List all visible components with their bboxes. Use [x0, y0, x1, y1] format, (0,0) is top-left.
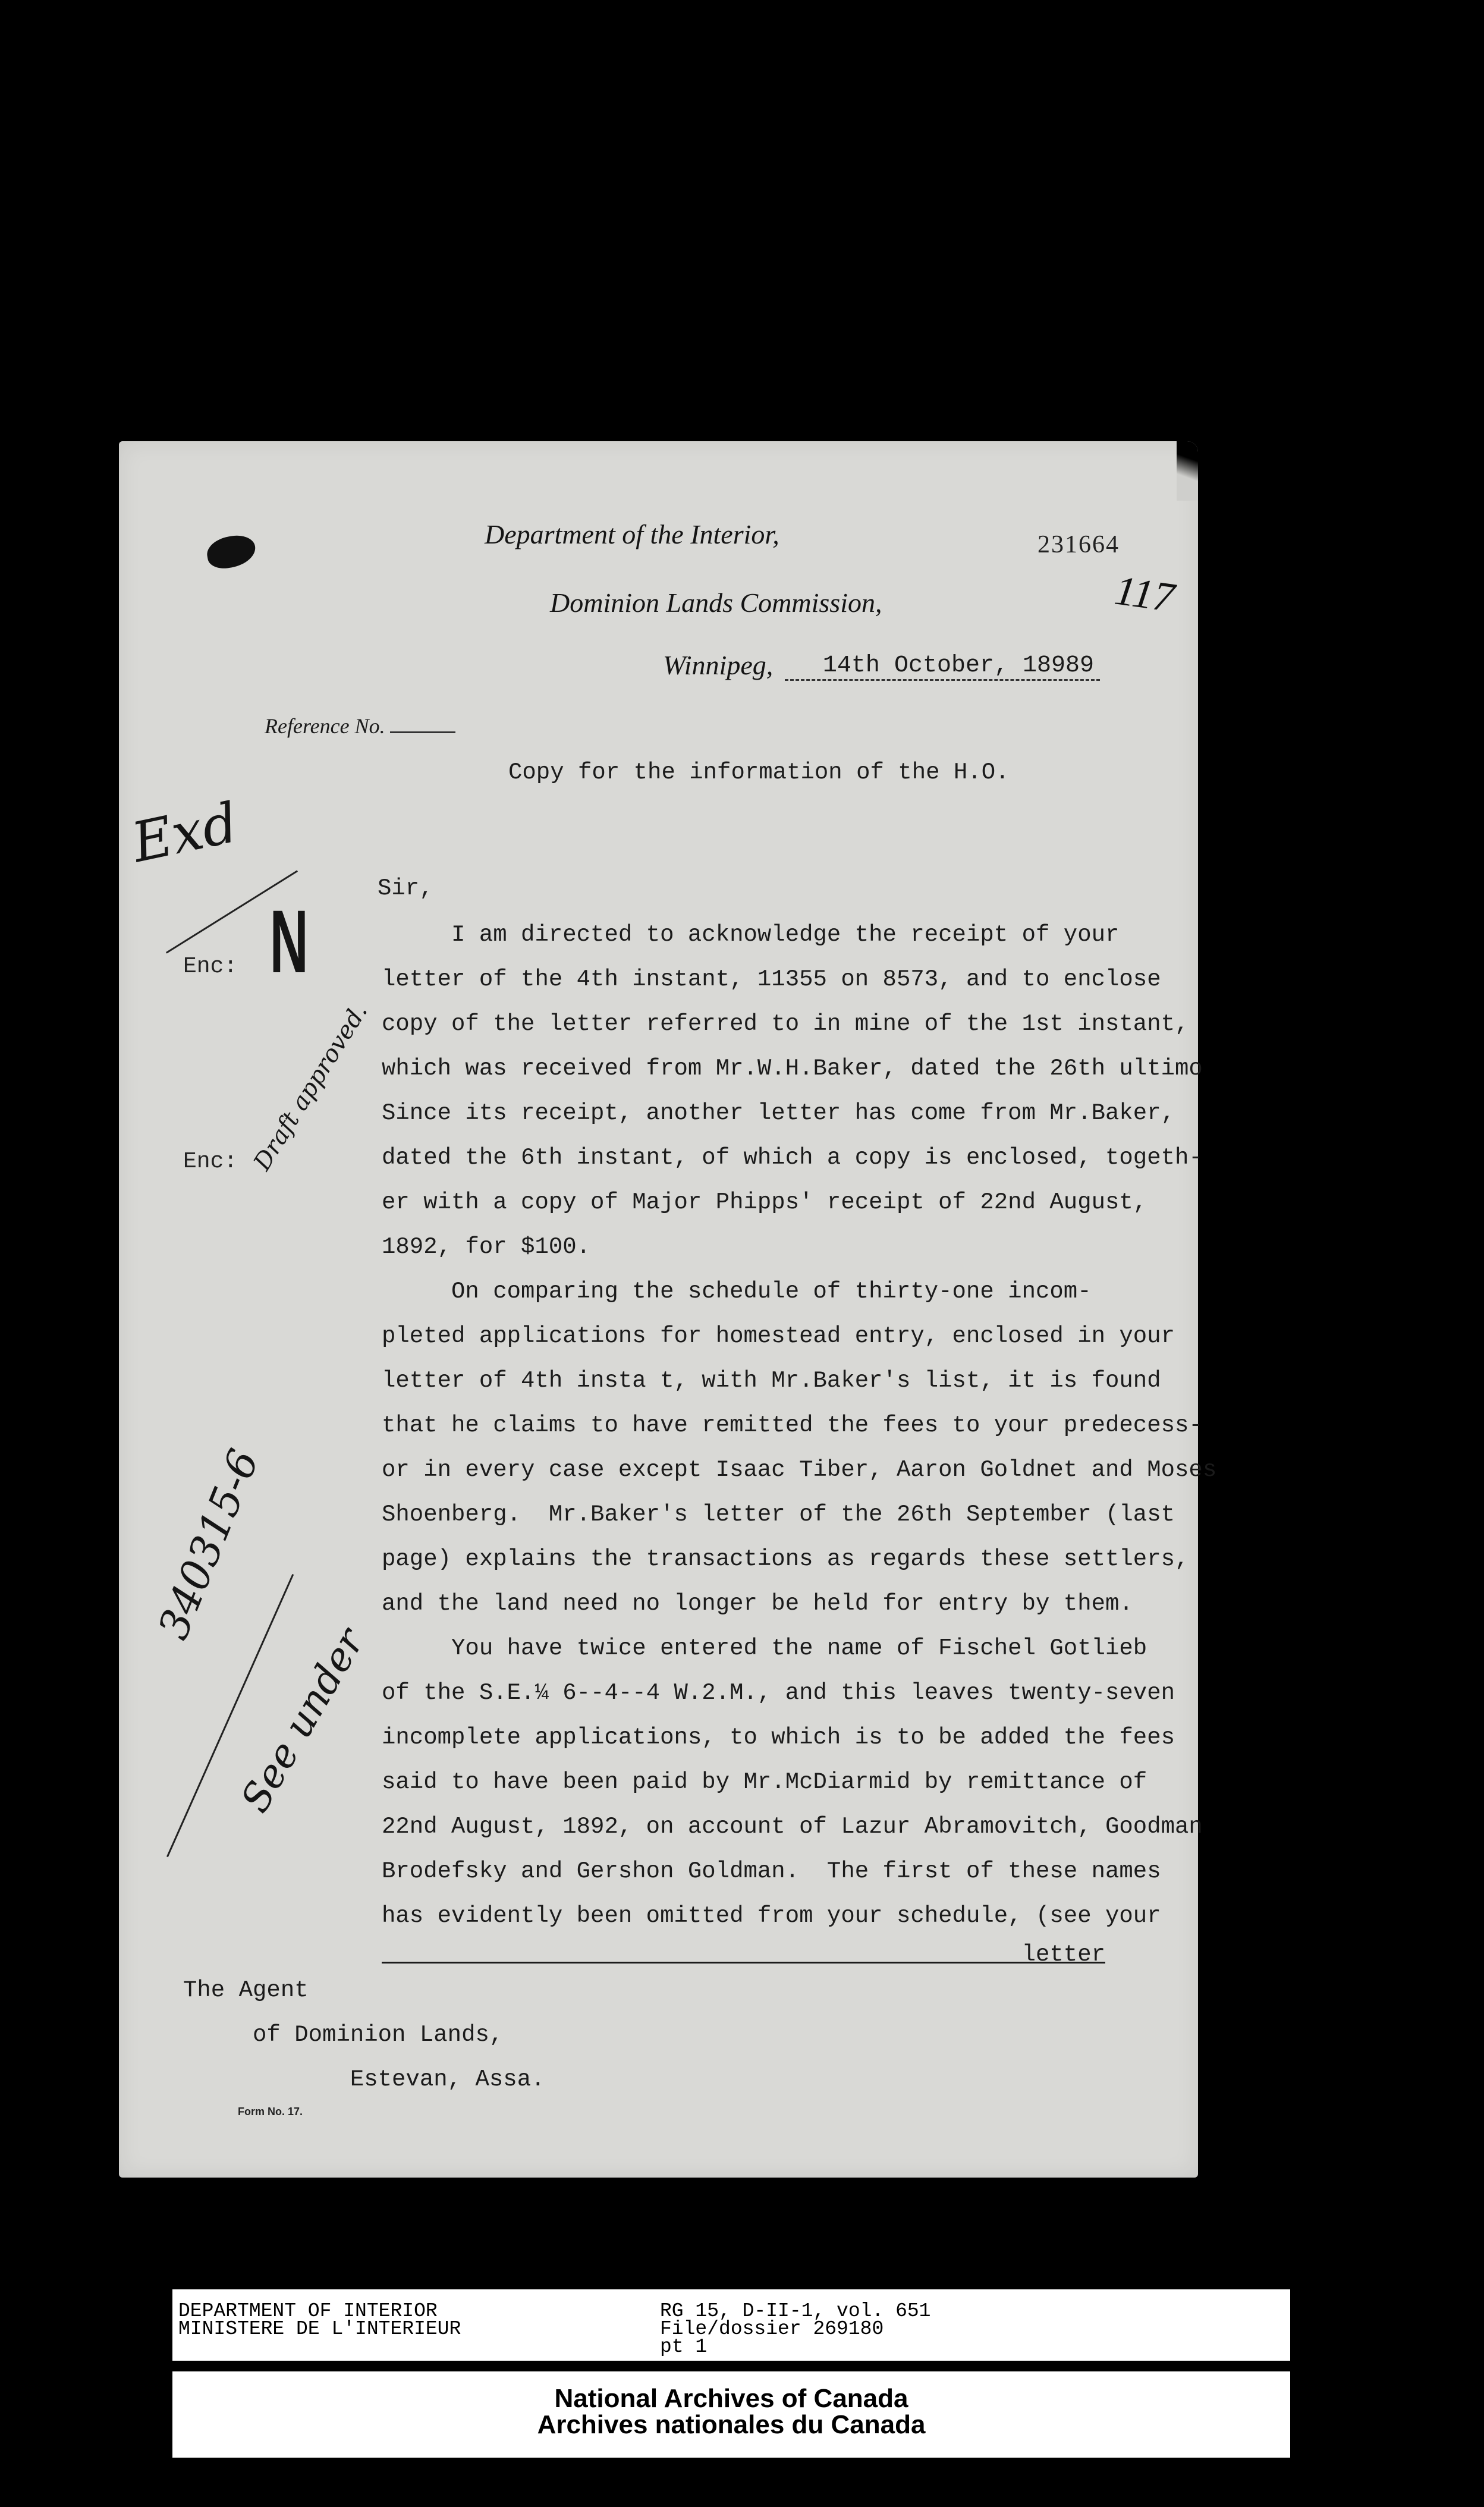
catchword: letter [382, 1941, 1105, 1968]
body-line: I am directed to acknowledge the receipt of your [382, 922, 1120, 948]
handwritten-file-reference: 340315-6 [149, 1443, 269, 1646]
body-line: 1892, for $100. [382, 1234, 591, 1260]
national-archives-label [172, 2371, 1290, 2458]
address-line: Estevan, Assa. [183, 2066, 545, 2093]
dateline-date: 14th October, 18989 [785, 652, 1100, 681]
body-line: On comparing the schedule of thirty-one incom- [382, 1278, 1092, 1305]
body-line: or in every case except Isaac Tiber, Aaron Goldnet and Moses [382, 1457, 1217, 1483]
letter-sheet [119, 441, 1217, 2178]
form-number: Form No. 17. [238, 2106, 303, 2118]
draft-approved-stamp: Draft approved. [249, 998, 373, 1176]
commission-heading: Dominion Lands Commission, [550, 588, 882, 618]
body-line: copy of the letter referred to in mine of the 1st instant, [382, 1011, 1189, 1037]
body-line: dated the 6th instant, of which a copy is enclosed, togeth- [382, 1145, 1203, 1171]
body-line: Since its receipt, another letter has come from Mr.Baker, [382, 1100, 1175, 1126]
body-line: 22nd August, 1892, on account of Lazur Abramovitch, Goodman [382, 1814, 1203, 1840]
file-part: pt 1 [660, 2336, 708, 2358]
body-line: Shoenberg. Mr.Baker's letter of the 26th September (last [382, 1501, 1175, 1528]
body-line: You have twice entered the name of Fischel Gotlieb [382, 1635, 1147, 1661]
body-line: pleted applications for homestead entry, enclosed in your [382, 1323, 1175, 1349]
body-line: that he claims to have remitted the fees to your predecess- [382, 1412, 1203, 1438]
dept-name-en: DEPARTMENT OF INTERIOR [178, 2300, 438, 2322]
enclosure-label: Enc: [183, 1149, 238, 1174]
salutation: Sir, [378, 875, 433, 901]
archive-department-label [172, 2289, 1290, 2361]
file-number: 231664 [1037, 531, 1120, 558]
handwritten-n-mark: N [269, 891, 309, 991]
handwritten-exd: Exd [126, 790, 244, 875]
folded-corner [1177, 441, 1198, 501]
body-line: letter of the 4th instant, 11355 on 8573, and to enclose [382, 966, 1161, 992]
body-line: which was received from Mr.W.H.Baker, dated the 26th ultimo [382, 1055, 1203, 1082]
address-line: The Agent [183, 1977, 309, 2003]
reference-blank [390, 731, 455, 733]
archives-name-en: National Archives of Canada [554, 2384, 908, 2413]
record-group: RG 15, D-II-1, vol. 651 [660, 2300, 931, 2322]
enclosure-label: Enc: [183, 954, 238, 979]
dateline-place: Winnipeg, [663, 650, 774, 680]
reference-label: Reference No. [265, 714, 385, 738]
body-line: page) explains the transactions as regards these settlers, [382, 1546, 1189, 1572]
body-line: of the S.E.¼ 6--4--4 W.2.M., and this leaves twenty-seven [382, 1680, 1175, 1706]
handwritten-see-under: See under [232, 1620, 373, 1820]
body-line: incomplete applications, to which is to be added the fees [382, 1724, 1175, 1751]
body-line: and the land need no longer be held for entry by them. [382, 1591, 1133, 1617]
folio-number: 117 [1112, 567, 1177, 621]
department-heading: Department of the Interior, [485, 519, 779, 549]
body-line: has evidently been omitted from your schedule, (see your [382, 1903, 1161, 1929]
reference-number [265, 714, 455, 739]
body-line: letter of 4th insta t, with Mr.Baker's list, it is found [382, 1368, 1161, 1394]
ink-blot [205, 532, 258, 571]
body-line: er with a copy of Major Phipps' receipt of 22nd August, [382, 1189, 1147, 1215]
archives-name-fr: Archives nationales du Canada [537, 2410, 926, 2439]
address-line: of Dominion Lands, [183, 2022, 504, 2048]
body-line: Brodefsky and Gershon Goldman. The first of these names [382, 1858, 1161, 1884]
copy-note: Copy for the information of the H.O. [508, 759, 1010, 786]
dept-name-fr: MINISTERE DE L'INTERIEUR [178, 2318, 461, 2340]
body-line: said to have been paid by Mr.McDiarmid by remittance of [382, 1769, 1147, 1795]
file-dossier: File/dossier 269180 [660, 2318, 884, 2340]
